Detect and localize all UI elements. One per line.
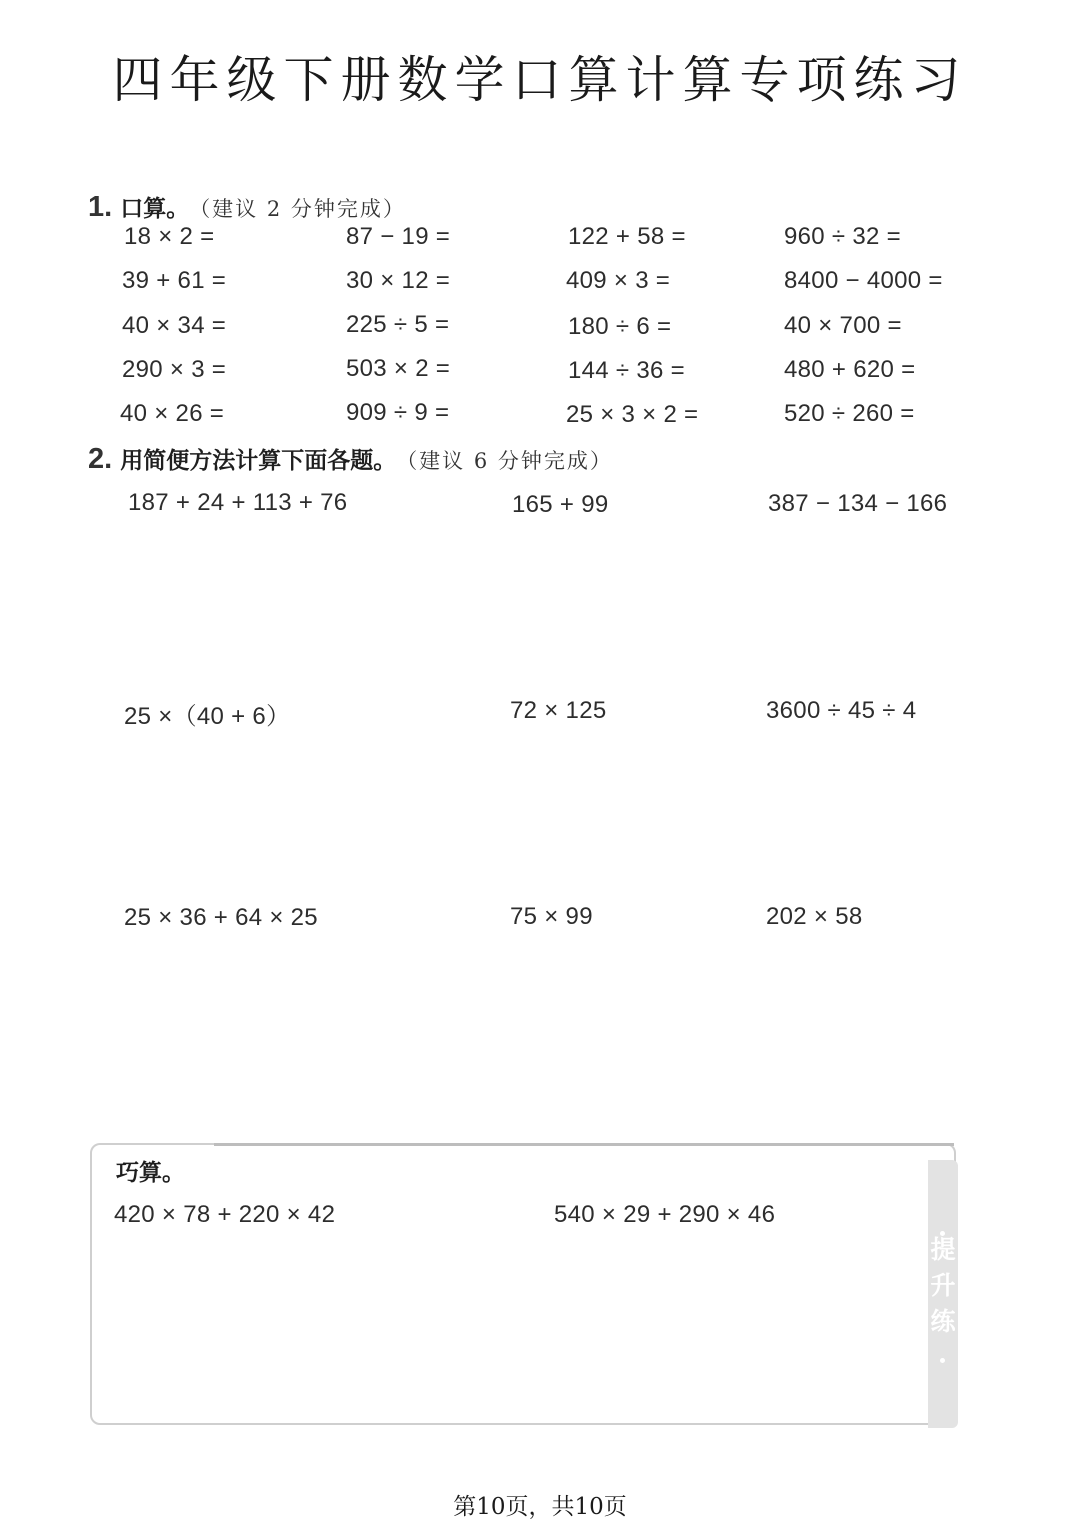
oral-problem: 180 ÷ 6 =: [568, 313, 672, 340]
oral-problem: 225 ÷ 5 =: [346, 311, 450, 338]
oral-problem: 290 × 3 =: [122, 356, 227, 383]
section-1-label: 口算。: [120, 196, 190, 222]
section-2-label: 用简便方法计算下面各题。: [120, 448, 397, 474]
oral-problem: 40 × 34 =: [122, 312, 227, 339]
oral-problem: 39 + 61 =: [122, 267, 227, 294]
simplify-problem: 75 × 99: [510, 903, 593, 930]
oral-problem: 480 + 620 =: [784, 356, 916, 383]
simplify-problem: 25 × 36 + 64 × 25: [124, 904, 318, 931]
bonus-box-top-rule: [214, 1143, 954, 1146]
bonus-box: [90, 1143, 956, 1425]
section-2-number: 2.: [88, 443, 113, 475]
section-2-heading: [88, 442, 613, 476]
oral-problem: 87 − 19 =: [346, 223, 451, 250]
side-tab-label: 提升练: [930, 1235, 956, 1336]
oral-problem: 25 × 3 × 2 =: [566, 401, 699, 428]
oral-problem: 409 × 3 =: [566, 267, 671, 294]
section-2-hint: （建议 6 分钟完成）: [396, 449, 613, 473]
oral-problem: 909 ÷ 9 =: [346, 399, 450, 426]
oral-problem: 40 × 26 =: [120, 400, 225, 427]
oral-problem: 30 × 12 =: [346, 267, 451, 294]
oral-problem: 503 × 2 =: [346, 355, 451, 382]
bonus-problem: 420 × 78 + 220 × 42: [114, 1201, 336, 1228]
oral-problem: 960 ÷ 32 =: [784, 223, 901, 250]
simplify-problem: 25 ×（40 + 6）: [124, 703, 291, 730]
section-1-number: 1.: [88, 191, 113, 223]
page-number-footer: 第10页，共10页: [453, 1494, 627, 1520]
simplify-problem: 3600 ÷ 45 ÷ 4: [766, 697, 917, 724]
oral-problem: 144 ÷ 36 =: [568, 357, 685, 384]
oral-problem: 520 ÷ 260 =: [784, 400, 915, 427]
oral-problem: 18 × 2 =: [124, 223, 215, 250]
simplify-problem: 72 × 125: [510, 697, 607, 724]
simplify-problem: 202 × 58: [766, 903, 863, 930]
bonus-title: 巧算。: [116, 1160, 185, 1186]
oral-problem: 40 × 700 =: [784, 312, 902, 339]
simplify-problem: 387 − 134 − 166: [768, 490, 948, 517]
section-1-hint: （建议 2 分钟完成）: [189, 197, 406, 221]
simplify-problem: 187 + 24 + 113 + 76: [128, 489, 348, 516]
page-title: 四年级下册数学口算计算专项练习: [112, 51, 968, 109]
bonus-problem: 540 × 29 + 290 × 46: [554, 1201, 776, 1228]
oral-problem: 8400 − 4000 =: [784, 267, 943, 294]
section-1-heading: [88, 190, 406, 224]
oral-problem: 122 + 58 =: [568, 223, 686, 250]
simplify-problem: 165 + 99: [512, 491, 609, 518]
side-tab-dot: [940, 1358, 945, 1363]
